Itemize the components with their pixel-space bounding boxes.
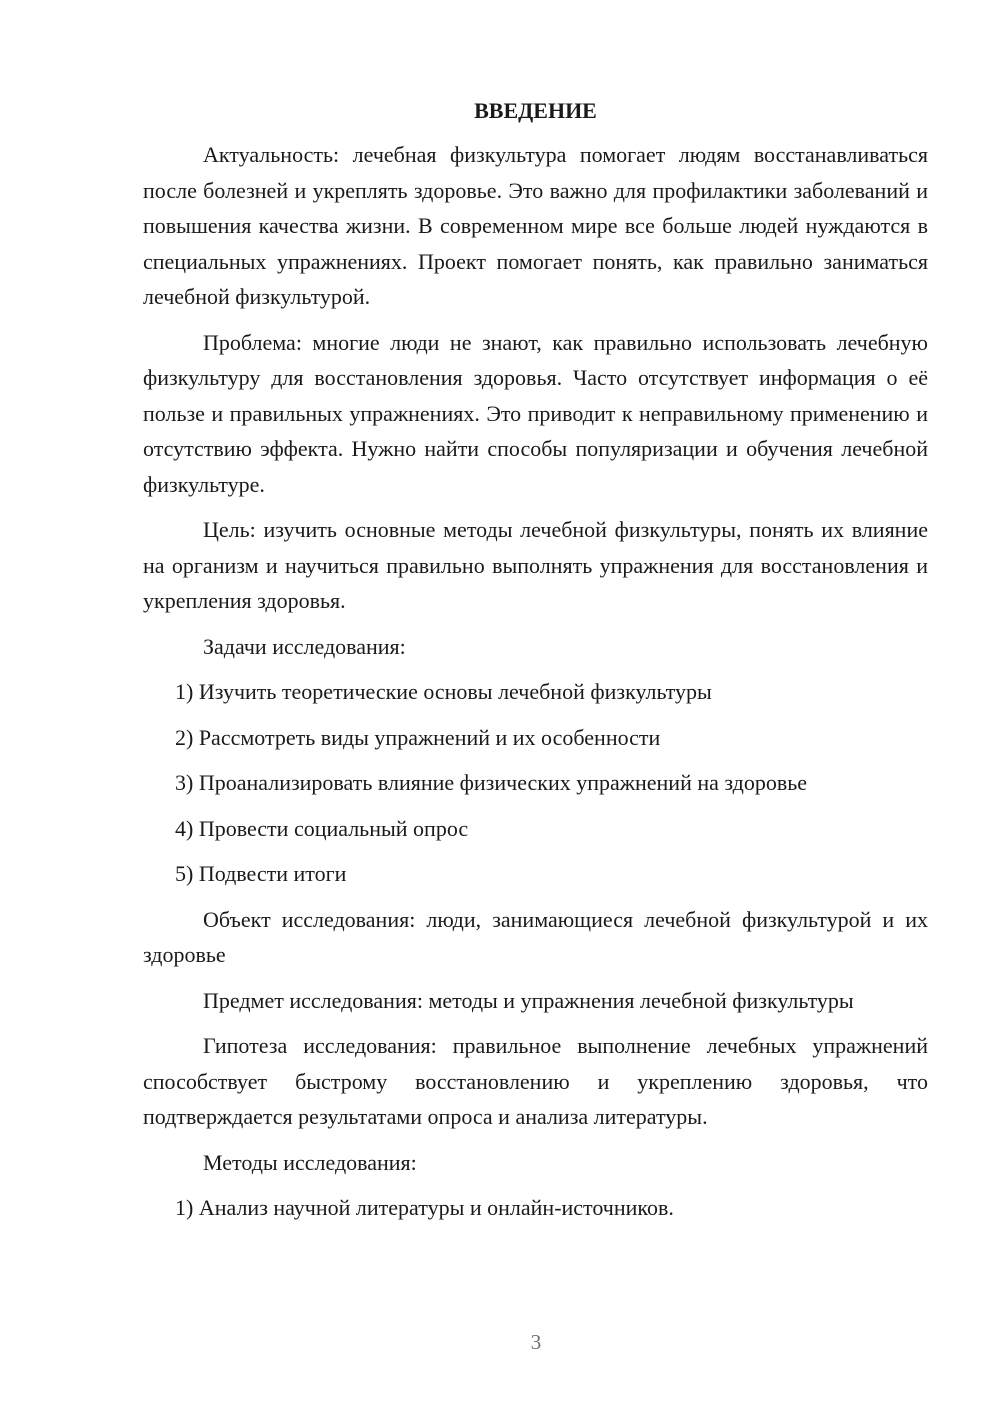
methods-list [143,1190,928,1226]
relevance-paragraph: Актуальность: лечебная физкультура помогает людям восстанавливаться после болезней и укреплять здоровье. Это важно для профилактики заболеваний и повышения качества жизни. В современном мире все больше людей нуждаются в специальных упражнениях. Проект помогает понять, как правильно заниматься лечебной физкультурой. [143,142,928,309]
page-title: ВВЕДЕНИЕ [474,98,597,123]
tasks-label: Задачи исследования: [203,633,406,659]
method-item: 1) Анализ научной литературы и онлайн-источников. [175,1195,674,1220]
goal-paragraph: Цель: изучить основные методы лечебной физкультуры, понять их влияние на организм и научиться правильно выполнять упражнения для восстановления и укрепления здоровья. [143,517,928,613]
object-paragraph: Объект исследования: люди, занимающиеся лечебной физкультурой и их здоровье [143,906,928,967]
tasks-list [143,674,928,892]
methods-label: Методы исследования: [203,1149,417,1175]
task-item: 4) Провести социальный опрос [175,815,469,841]
page-content [143,93,928,1236]
problem-paragraph: Проблема: многие люди не знают, как правильно использовать лечебную физкультуру для восстановления здоровья. Часто отсутствует информация о её пользе и правильных упражнениях. Это приводит к неправильному применению и отсутствию эффекта. Нужно найти способы популяризации и обучения лечебной физкультуре. [143,329,928,497]
task-item: 3) Проанализировать влияние физических упражнений на здоровье [175,770,808,795]
task-item: 5) Подвести итоги [175,861,347,886]
task-item: 2) Рассмотреть виды упражнений и их особенности [175,724,661,750]
page-number: 3 [530,1330,542,1354]
hypothesis-paragraph: Гипотеза исследования: правильное выполнение лечебных упражнений способствует быстрому восстановлению и укреплению здоровья, что подтверждается результатами опроса и анализа литературы. [143,1033,928,1129]
task-item: 1) Изучить теоретические основы лечебной физкультуры [175,679,712,704]
subject-paragraph: Предмет исследования: методы и упражнения лечебной физкультуры [203,987,854,1013]
